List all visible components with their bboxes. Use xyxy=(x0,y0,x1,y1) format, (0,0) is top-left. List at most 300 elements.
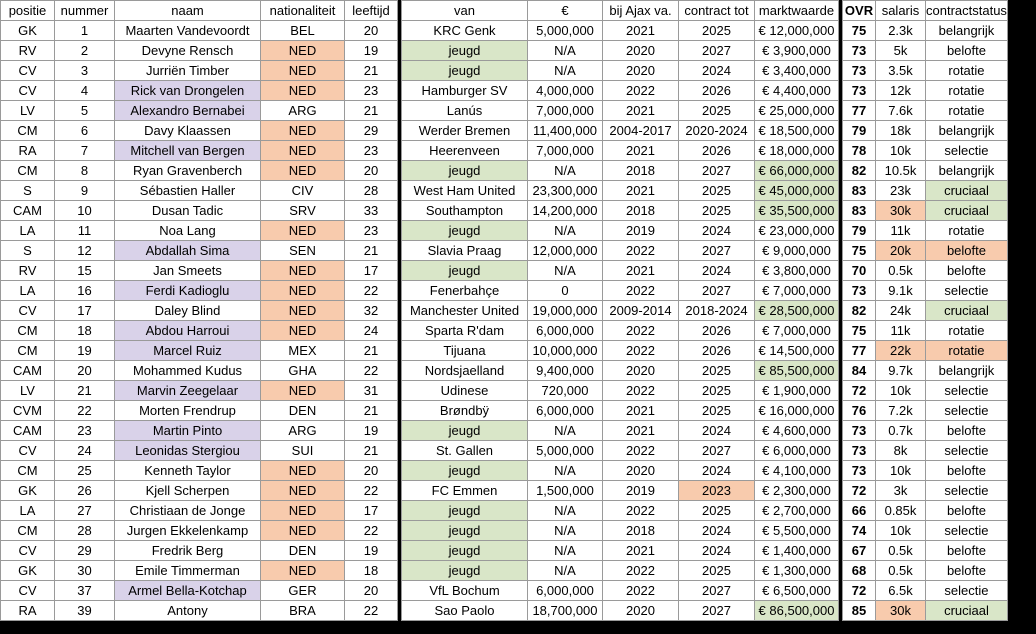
cell-bij-ajax[interactable]: 2018 xyxy=(603,161,679,181)
cell-nationaliteit[interactable]: NED xyxy=(261,481,345,501)
cell-naam[interactable]: Antony xyxy=(115,601,261,621)
cell-leeftijd[interactable]: 18 xyxy=(345,561,398,581)
cell-bedrag[interactable]: N/A xyxy=(528,461,603,481)
cell-salaris[interactable]: 5k xyxy=(876,41,926,61)
cell-positie[interactable]: CVM xyxy=(1,401,55,421)
cell-leeftijd[interactable]: 23 xyxy=(345,81,398,101)
cell-leeftijd[interactable]: 21 xyxy=(345,341,398,361)
cell-naam[interactable]: Sébastien Haller xyxy=(115,181,261,201)
cell-contract-tot[interactable]: 2025 xyxy=(679,181,755,201)
cell-contractstatus[interactable]: cruciaal xyxy=(926,201,1008,221)
cell-leeftijd[interactable]: 21 xyxy=(345,241,398,261)
cell-bedrag[interactable]: N/A xyxy=(528,221,603,241)
cell-bedrag[interactable]: N/A xyxy=(528,541,603,561)
cell-bedrag[interactable]: 720,000 xyxy=(528,381,603,401)
cell-nationaliteit[interactable]: DEN xyxy=(261,401,345,421)
cell-van[interactable]: Sparta R'dam xyxy=(402,321,528,341)
cell-contractstatus[interactable]: belofte xyxy=(926,461,1008,481)
cell-salaris[interactable]: 3.5k xyxy=(876,61,926,81)
cell-marktwaarde[interactable]: € 7,000,000 xyxy=(755,321,839,341)
cell-bedrag[interactable]: 6,000,000 xyxy=(528,401,603,421)
cell-bij-ajax[interactable]: 2022 xyxy=(603,81,679,101)
cell-marktwaarde[interactable]: € 86,500,000 xyxy=(755,601,839,621)
cell-positie[interactable]: CAM xyxy=(1,201,55,221)
cell-ovr[interactable]: 74 xyxy=(843,521,876,541)
cell-positie[interactable]: CM xyxy=(1,341,55,361)
cell-marktwaarde[interactable]: € 1,900,000 xyxy=(755,381,839,401)
cell-naam[interactable]: Jurgen Ekkelenkamp xyxy=(115,521,261,541)
cell-contract-tot[interactable]: 2025 xyxy=(679,401,755,421)
cell-nationaliteit[interactable]: BEL xyxy=(261,21,345,41)
cell-bij-ajax[interactable]: 2019 xyxy=(603,481,679,501)
cell-leeftijd[interactable]: 29 xyxy=(345,121,398,141)
cell-bij-ajax[interactable]: 2021 xyxy=(603,181,679,201)
cell-nummer[interactable]: 5 xyxy=(55,101,115,121)
header-contract-tot[interactable]: contract tot xyxy=(679,1,755,21)
cell-positie[interactable]: CM xyxy=(1,121,55,141)
header-bij-ajax[interactable]: bij Ajax va. xyxy=(603,1,679,21)
cell-naam[interactable]: Devyne Rensch xyxy=(115,41,261,61)
cell-salaris[interactable]: 0.5k xyxy=(876,561,926,581)
cell-salaris[interactable]: 10k xyxy=(876,141,926,161)
cell-contract-tot[interactable]: 2025 xyxy=(679,501,755,521)
cell-nationaliteit[interactable]: NED xyxy=(261,461,345,481)
cell-nummer[interactable]: 27 xyxy=(55,501,115,521)
cell-leeftijd[interactable]: 22 xyxy=(345,481,398,501)
cell-contract-tot[interactable]: 2018-2024 xyxy=(679,301,755,321)
cell-contractstatus[interactable]: cruciaal xyxy=(926,601,1008,621)
cell-bedrag[interactable]: N/A xyxy=(528,61,603,81)
cell-contractstatus[interactable]: selectie xyxy=(926,141,1008,161)
cell-van[interactable]: Heerenveen xyxy=(402,141,528,161)
cell-nationaliteit[interactable]: NED xyxy=(261,321,345,341)
header-leeftijd[interactable]: leeftijd xyxy=(345,1,398,21)
cell-van[interactable]: jeugd xyxy=(402,521,528,541)
cell-bij-ajax[interactable]: 2022 xyxy=(603,441,679,461)
cell-contractstatus[interactable]: belangrijk xyxy=(926,361,1008,381)
cell-salaris[interactable]: 0.7k xyxy=(876,421,926,441)
cell-contract-tot[interactable]: 2027 xyxy=(679,281,755,301)
cell-positie[interactable]: CV xyxy=(1,441,55,461)
cell-salaris[interactable]: 7.6k xyxy=(876,101,926,121)
cell-leeftijd[interactable]: 32 xyxy=(345,301,398,321)
cell-leeftijd[interactable]: 19 xyxy=(345,541,398,561)
cell-leeftijd[interactable]: 21 xyxy=(345,401,398,421)
cell-naam[interactable]: Ferdi Kadioglu xyxy=(115,281,261,301)
cell-van[interactable]: St. Gallen xyxy=(402,441,528,461)
cell-naam[interactable]: Leonidas Stergiou xyxy=(115,441,261,461)
header-naam[interactable]: naam xyxy=(115,1,261,21)
cell-van[interactable]: Sao Paolo xyxy=(402,601,528,621)
cell-bedrag[interactable]: 6,000,000 xyxy=(528,321,603,341)
header-positie[interactable]: positie xyxy=(1,1,55,21)
cell-van[interactable]: jeugd xyxy=(402,541,528,561)
cell-marktwaarde[interactable]: € 4,600,000 xyxy=(755,421,839,441)
cell-nummer[interactable]: 20 xyxy=(55,361,115,381)
cell-nummer[interactable]: 17 xyxy=(55,301,115,321)
cell-van[interactable]: Werder Bremen xyxy=(402,121,528,141)
cell-marktwaarde[interactable]: € 18,000,000 xyxy=(755,141,839,161)
cell-naam[interactable]: Jan Smeets xyxy=(115,261,261,281)
cell-contractstatus[interactable]: selectie xyxy=(926,581,1008,601)
cell-ovr[interactable]: 72 xyxy=(843,381,876,401)
cell-naam[interactable]: Mitchell van Bergen xyxy=(115,141,261,161)
cell-bedrag[interactable]: N/A xyxy=(528,161,603,181)
cell-salaris[interactable]: 30k xyxy=(876,601,926,621)
cell-contract-tot[interactable]: 2024 xyxy=(679,461,755,481)
cell-ovr[interactable]: 75 xyxy=(843,321,876,341)
cell-bedrag[interactable]: 9,400,000 xyxy=(528,361,603,381)
cell-van[interactable]: jeugd xyxy=(402,261,528,281)
cell-naam[interactable]: Kjell Scherpen xyxy=(115,481,261,501)
cell-bedrag[interactable]: 7,000,000 xyxy=(528,141,603,161)
cell-positie[interactable]: CV xyxy=(1,301,55,321)
cell-bedrag[interactable]: 7,000,000 xyxy=(528,101,603,121)
cell-ovr[interactable]: 73 xyxy=(843,421,876,441)
cell-naam[interactable]: Emile Timmerman xyxy=(115,561,261,581)
cell-naam[interactable]: Abdou Harroui xyxy=(115,321,261,341)
cell-positie[interactable]: CM xyxy=(1,321,55,341)
cell-marktwaarde[interactable]: € 2,300,000 xyxy=(755,481,839,501)
cell-contractstatus[interactable]: belofte xyxy=(926,501,1008,521)
cell-salaris[interactable]: 10k xyxy=(876,461,926,481)
cell-bij-ajax[interactable]: 2021 xyxy=(603,421,679,441)
cell-nummer[interactable]: 19 xyxy=(55,341,115,361)
cell-nationaliteit[interactable]: ARG xyxy=(261,421,345,441)
cell-nummer[interactable]: 26 xyxy=(55,481,115,501)
cell-bij-ajax[interactable]: 2022 xyxy=(603,241,679,261)
cell-nationaliteit[interactable]: NED xyxy=(261,41,345,61)
cell-van[interactable]: jeugd xyxy=(402,161,528,181)
cell-nationaliteit[interactable]: NED xyxy=(261,61,345,81)
cell-van[interactable]: jeugd xyxy=(402,421,528,441)
cell-ovr[interactable]: 82 xyxy=(843,161,876,181)
cell-contract-tot[interactable]: 2024 xyxy=(679,421,755,441)
cell-naam[interactable]: Rick van Drongelen xyxy=(115,81,261,101)
cell-marktwaarde[interactable]: € 16,000,000 xyxy=(755,401,839,421)
cell-positie[interactable]: LA xyxy=(1,501,55,521)
cell-ovr[interactable]: 73 xyxy=(843,81,876,101)
cell-leeftijd[interactable]: 28 xyxy=(345,181,398,201)
cell-nummer[interactable]: 16 xyxy=(55,281,115,301)
cell-bij-ajax[interactable]: 2020 xyxy=(603,41,679,61)
cell-marktwaarde[interactable]: € 28,500,000 xyxy=(755,301,839,321)
cell-ovr[interactable]: 73 xyxy=(843,441,876,461)
cell-nationaliteit[interactable]: NED xyxy=(261,81,345,101)
cell-contractstatus[interactable]: selectie xyxy=(926,481,1008,501)
cell-nummer[interactable]: 37 xyxy=(55,581,115,601)
cell-nationaliteit[interactable]: NED xyxy=(261,281,345,301)
cell-positie[interactable]: RA xyxy=(1,141,55,161)
cell-leeftijd[interactable]: 20 xyxy=(345,161,398,181)
cell-ovr[interactable]: 66 xyxy=(843,501,876,521)
cell-marktwaarde[interactable]: € 35,500,000 xyxy=(755,201,839,221)
cell-contractstatus[interactable]: selectie xyxy=(926,381,1008,401)
cell-ovr[interactable]: 77 xyxy=(843,101,876,121)
cell-naam[interactable]: Noa Lang xyxy=(115,221,261,241)
cell-bij-ajax[interactable]: 2021 xyxy=(603,401,679,421)
cell-marktwaarde[interactable]: € 6,500,000 xyxy=(755,581,839,601)
cell-naam[interactable]: Martin Pinto xyxy=(115,421,261,441)
cell-naam[interactable]: Alexandro Bernabei xyxy=(115,101,261,121)
cell-naam[interactable]: Maarten Vandevoordt xyxy=(115,21,261,41)
cell-leeftijd[interactable]: 22 xyxy=(345,601,398,621)
cell-contractstatus[interactable]: belofte xyxy=(926,541,1008,561)
header-nummer[interactable]: nummer xyxy=(55,1,115,21)
cell-ovr[interactable]: 79 xyxy=(843,121,876,141)
header-nationaliteit[interactable]: nationaliteit xyxy=(261,1,345,21)
cell-nationaliteit[interactable]: SRV xyxy=(261,201,345,221)
cell-van[interactable]: jeugd xyxy=(402,41,528,61)
cell-nationaliteit[interactable]: MEX xyxy=(261,341,345,361)
cell-leeftijd[interactable]: 33 xyxy=(345,201,398,221)
cell-salaris[interactable]: 10.5k xyxy=(876,161,926,181)
cell-ovr[interactable]: 75 xyxy=(843,241,876,261)
cell-ovr[interactable]: 67 xyxy=(843,541,876,561)
cell-contract-tot[interactable]: 2025 xyxy=(679,101,755,121)
cell-bedrag[interactable]: 12,000,000 xyxy=(528,241,603,261)
cell-ovr[interactable]: 75 xyxy=(843,21,876,41)
cell-ovr[interactable]: 72 xyxy=(843,581,876,601)
cell-naam[interactable]: Davy Klaassen xyxy=(115,121,261,141)
cell-marktwaarde[interactable]: € 3,800,000 xyxy=(755,261,839,281)
cell-salaris[interactable]: 3k xyxy=(876,481,926,501)
cell-contract-tot[interactable]: 2025 xyxy=(679,561,755,581)
cell-bedrag[interactable]: 5,000,000 xyxy=(528,441,603,461)
cell-ovr[interactable]: 78 xyxy=(843,141,876,161)
cell-nummer[interactable]: 18 xyxy=(55,321,115,341)
cell-salaris[interactable]: 2.3k xyxy=(876,21,926,41)
cell-bedrag[interactable]: 5,000,000 xyxy=(528,21,603,41)
cell-van[interactable]: Hamburger SV xyxy=(402,81,528,101)
cell-van[interactable]: Udinese xyxy=(402,381,528,401)
cell-naam[interactable]: Fredrik Berg xyxy=(115,541,261,561)
cell-nationaliteit[interactable]: SEN xyxy=(261,241,345,261)
cell-bij-ajax[interactable]: 2018 xyxy=(603,521,679,541)
cell-contractstatus[interactable]: rotatie xyxy=(926,221,1008,241)
cell-ovr[interactable]: 82 xyxy=(843,301,876,321)
cell-van[interactable]: Manchester United xyxy=(402,301,528,321)
cell-bedrag[interactable]: N/A xyxy=(528,561,603,581)
header-van[interactable]: van xyxy=(402,1,528,21)
cell-nationaliteit[interactable]: NED xyxy=(261,501,345,521)
cell-van[interactable]: Tijuana xyxy=(402,341,528,361)
cell-naam[interactable]: Mohammed Kudus xyxy=(115,361,261,381)
cell-marktwaarde[interactable]: € 7,000,000 xyxy=(755,281,839,301)
cell-contract-tot[interactable]: 2026 xyxy=(679,141,755,161)
cell-van[interactable]: jeugd xyxy=(402,501,528,521)
cell-nationaliteit[interactable]: NED xyxy=(261,121,345,141)
cell-marktwaarde[interactable]: € 23,000,000 xyxy=(755,221,839,241)
cell-marktwaarde[interactable]: € 85,500,000 xyxy=(755,361,839,381)
cell-nummer[interactable]: 6 xyxy=(55,121,115,141)
cell-naam[interactable]: Abdallah Sima xyxy=(115,241,261,261)
cell-nummer[interactable]: 4 xyxy=(55,81,115,101)
cell-marktwaarde[interactable]: € 6,000,000 xyxy=(755,441,839,461)
cell-contractstatus[interactable]: selectie xyxy=(926,281,1008,301)
cell-nummer[interactable]: 22 xyxy=(55,401,115,421)
cell-contractstatus[interactable]: rotatie xyxy=(926,81,1008,101)
cell-ovr[interactable]: 73 xyxy=(843,41,876,61)
cell-van[interactable]: Slavia Praag xyxy=(402,241,528,261)
cell-bedrag[interactable]: 6,000,000 xyxy=(528,581,603,601)
cell-contract-tot[interactable]: 2026 xyxy=(679,81,755,101)
cell-ovr[interactable]: 83 xyxy=(843,181,876,201)
cell-bij-ajax[interactable]: 2022 xyxy=(603,561,679,581)
cell-bij-ajax[interactable]: 2004-2017 xyxy=(603,121,679,141)
cell-salaris[interactable]: 10k xyxy=(876,381,926,401)
cell-ovr[interactable]: 70 xyxy=(843,261,876,281)
cell-contract-tot[interactable]: 2023 xyxy=(679,481,755,501)
cell-contract-tot[interactable]: 2024 xyxy=(679,541,755,561)
cell-contract-tot[interactable]: 2027 xyxy=(679,241,755,261)
cell-marktwaarde[interactable]: € 1,400,000 xyxy=(755,541,839,561)
cell-nummer[interactable]: 30 xyxy=(55,561,115,581)
cell-positie[interactable]: GK xyxy=(1,561,55,581)
cell-bij-ajax[interactable]: 2020 xyxy=(603,461,679,481)
cell-marktwaarde[interactable]: € 66,000,000 xyxy=(755,161,839,181)
cell-salaris[interactable]: 6.5k xyxy=(876,581,926,601)
cell-nationaliteit[interactable]: NED xyxy=(261,161,345,181)
cell-contractstatus[interactable]: belofte xyxy=(926,561,1008,581)
cell-marktwaarde[interactable]: € 45,000,000 xyxy=(755,181,839,201)
cell-bedrag[interactable]: 23,300,000 xyxy=(528,181,603,201)
cell-ovr[interactable]: 77 xyxy=(843,341,876,361)
cell-leeftijd[interactable]: 20 xyxy=(345,21,398,41)
cell-bij-ajax[interactable]: 2020 xyxy=(603,61,679,81)
cell-salaris[interactable]: 0.5k xyxy=(876,541,926,561)
cell-leeftijd[interactable]: 17 xyxy=(345,501,398,521)
cell-nummer[interactable]: 10 xyxy=(55,201,115,221)
cell-naam[interactable]: Marcel Ruiz xyxy=(115,341,261,361)
cell-contract-tot[interactable]: 2025 xyxy=(679,21,755,41)
cell-nationaliteit[interactable]: GHA xyxy=(261,361,345,381)
cell-bedrag[interactable]: 11,400,000 xyxy=(528,121,603,141)
cell-naam[interactable]: Dusan Tadic xyxy=(115,201,261,221)
cell-van[interactable]: West Ham United xyxy=(402,181,528,201)
cell-contractstatus[interactable]: belofte xyxy=(926,261,1008,281)
cell-van[interactable]: Nordsjaelland xyxy=(402,361,528,381)
cell-contract-tot[interactable]: 2027 xyxy=(679,161,755,181)
cell-naam[interactable]: Marvin Zeegelaar xyxy=(115,381,261,401)
cell-contractstatus[interactable]: belangrijk xyxy=(926,21,1008,41)
cell-bij-ajax[interactable]: 2019 xyxy=(603,221,679,241)
cell-contract-tot[interactable]: 2024 xyxy=(679,221,755,241)
cell-bij-ajax[interactable]: 2022 xyxy=(603,501,679,521)
cell-positie[interactable]: LV xyxy=(1,381,55,401)
cell-nummer[interactable]: 15 xyxy=(55,261,115,281)
cell-contractstatus[interactable]: cruciaal xyxy=(926,181,1008,201)
cell-van[interactable]: Fenerbahçe xyxy=(402,281,528,301)
cell-bedrag[interactable]: N/A xyxy=(528,421,603,441)
cell-positie[interactable]: CV xyxy=(1,81,55,101)
cell-salaris[interactable]: 12k xyxy=(876,81,926,101)
cell-ovr[interactable]: 85 xyxy=(843,601,876,621)
cell-van[interactable]: Southampton xyxy=(402,201,528,221)
cell-van[interactable]: jeugd xyxy=(402,461,528,481)
cell-bedrag[interactable]: N/A xyxy=(528,501,603,521)
header-contractstatus[interactable]: contractstatus xyxy=(926,1,1008,21)
cell-nationaliteit[interactable]: NED xyxy=(261,381,345,401)
cell-salaris[interactable]: 9.7k xyxy=(876,361,926,381)
cell-nationaliteit[interactable]: NED xyxy=(261,561,345,581)
header-bedrag[interactable]: € xyxy=(528,1,603,21)
cell-contractstatus[interactable]: selectie xyxy=(926,401,1008,421)
cell-leeftijd[interactable]: 21 xyxy=(345,101,398,121)
cell-contract-tot[interactable]: 2024 xyxy=(679,61,755,81)
cell-salaris[interactable]: 22k xyxy=(876,341,926,361)
cell-bedrag[interactable]: 19,000,000 xyxy=(528,301,603,321)
cell-contractstatus[interactable]: belangrijk xyxy=(926,161,1008,181)
cell-leeftijd[interactable]: 17 xyxy=(345,261,398,281)
cell-leeftijd[interactable]: 21 xyxy=(345,61,398,81)
cell-van[interactable]: KRC Genk xyxy=(402,21,528,41)
cell-bij-ajax[interactable]: 2020 xyxy=(603,601,679,621)
cell-salaris[interactable]: 24k xyxy=(876,301,926,321)
cell-bij-ajax[interactable]: 2022 xyxy=(603,281,679,301)
cell-leeftijd[interactable]: 22 xyxy=(345,361,398,381)
cell-positie[interactable]: CV xyxy=(1,581,55,601)
cell-marktwaarde[interactable]: € 25,000,000 xyxy=(755,101,839,121)
cell-bedrag[interactable]: 0 xyxy=(528,281,603,301)
cell-leeftijd[interactable]: 23 xyxy=(345,221,398,241)
cell-leeftijd[interactable]: 22 xyxy=(345,521,398,541)
cell-bedrag[interactable]: 10,000,000 xyxy=(528,341,603,361)
cell-naam[interactable]: Armel Bella-Kotchap xyxy=(115,581,261,601)
cell-positie[interactable]: CM xyxy=(1,161,55,181)
cell-bij-ajax[interactable]: 2020 xyxy=(603,361,679,381)
cell-positie[interactable]: RA xyxy=(1,601,55,621)
cell-nationaliteit[interactable]: DEN xyxy=(261,541,345,561)
cell-nummer[interactable]: 23 xyxy=(55,421,115,441)
cell-van[interactable]: jeugd xyxy=(402,561,528,581)
cell-leeftijd[interactable]: 31 xyxy=(345,381,398,401)
cell-marktwaarde[interactable]: € 2,700,000 xyxy=(755,501,839,521)
cell-nummer[interactable]: 2 xyxy=(55,41,115,61)
cell-naam[interactable]: Jurriën Timber xyxy=(115,61,261,81)
cell-van[interactable]: FC Emmen xyxy=(402,481,528,501)
cell-positie[interactable]: CAM xyxy=(1,421,55,441)
cell-positie[interactable]: CV xyxy=(1,541,55,561)
cell-leeftijd[interactable]: 19 xyxy=(345,41,398,61)
cell-nationaliteit[interactable]: GER xyxy=(261,581,345,601)
cell-nummer[interactable]: 29 xyxy=(55,541,115,561)
cell-van[interactable]: Lanús xyxy=(402,101,528,121)
cell-leeftijd[interactable]: 22 xyxy=(345,281,398,301)
cell-bedrag[interactable]: 18,700,000 xyxy=(528,601,603,621)
cell-leeftijd[interactable]: 19 xyxy=(345,421,398,441)
cell-salaris[interactable]: 11k xyxy=(876,221,926,241)
cell-marktwaarde[interactable]: € 12,000,000 xyxy=(755,21,839,41)
cell-nationaliteit[interactable]: NED xyxy=(261,221,345,241)
cell-positie[interactable]: LA xyxy=(1,221,55,241)
cell-bedrag[interactable]: N/A xyxy=(528,521,603,541)
cell-contractstatus[interactable]: selectie xyxy=(926,521,1008,541)
cell-nummer[interactable]: 39 xyxy=(55,601,115,621)
cell-ovr[interactable]: 73 xyxy=(843,61,876,81)
cell-bij-ajax[interactable]: 2009-2014 xyxy=(603,301,679,321)
cell-positie[interactable]: RV xyxy=(1,41,55,61)
cell-salaris[interactable]: 23k xyxy=(876,181,926,201)
cell-nummer[interactable]: 24 xyxy=(55,441,115,461)
cell-contractstatus[interactable]: belangrijk xyxy=(926,121,1008,141)
cell-bedrag[interactable]: 4,000,000 xyxy=(528,81,603,101)
cell-leeftijd[interactable]: 23 xyxy=(345,141,398,161)
cell-contract-tot[interactable]: 2024 xyxy=(679,261,755,281)
cell-positie[interactable]: CAM xyxy=(1,361,55,381)
cell-bij-ajax[interactable]: 2022 xyxy=(603,581,679,601)
cell-positie[interactable]: LV xyxy=(1,101,55,121)
